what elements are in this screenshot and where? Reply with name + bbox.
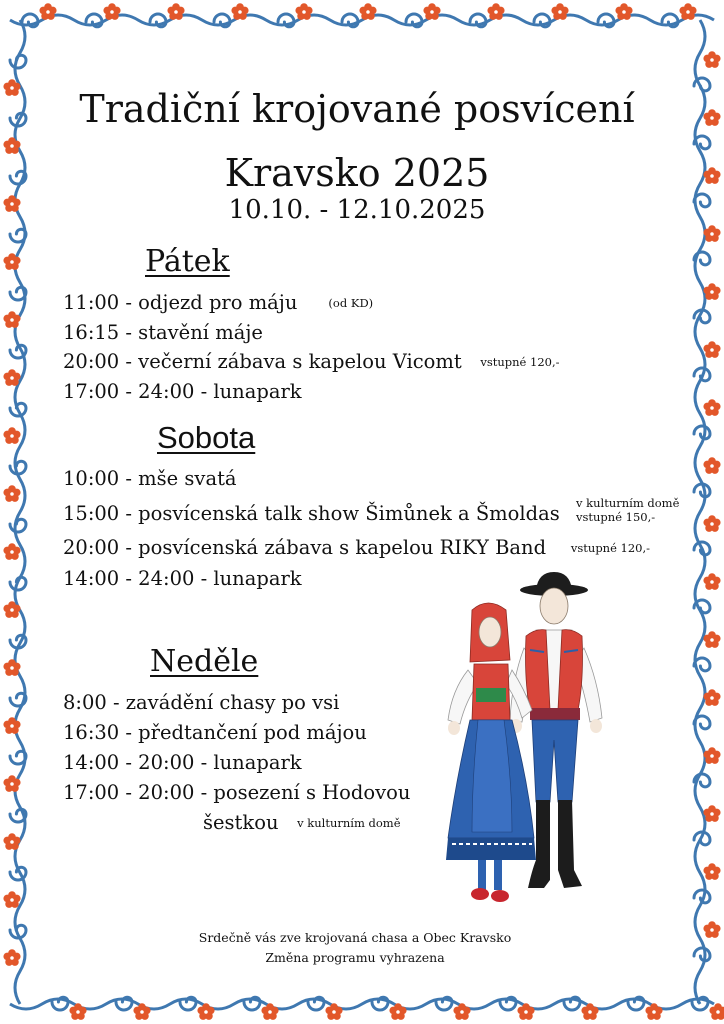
footer-invitation: Srdečně vás zve krojovaná chasa a Obec Kravsko <box>198 930 512 945</box>
price-note: vstupné 150,- <box>576 510 656 524</box>
day-heading-friday: Pátek <box>145 244 230 279</box>
schedule-item: 17:00 - 20:00 - posezení s Hodovou <box>63 781 411 804</box>
schedule-item: 10:00 - mše svatá <box>63 467 237 490</box>
day-heading-sunday: Neděle <box>150 644 259 679</box>
folk-costume-couple-illustration <box>432 570 642 922</box>
woman-figure <box>446 603 536 902</box>
venue-note: v kulturním domě <box>576 496 680 510</box>
schedule-item: 14:00 - 20:00 - lunapark <box>63 751 302 774</box>
schedule-item: 14:00 - 24:00 - lunapark <box>63 567 302 590</box>
page-title: Tradiční krojované posvícení <box>79 87 635 131</box>
schedule-item: 11:00 - odjezd pro máju (od KD) <box>63 291 374 314</box>
footer-disclaimer: Změna programu vyhrazena <box>265 950 445 965</box>
day-heading-saturday: Sobota <box>157 420 256 455</box>
schedule-item: 15:00 - posvícenská talk show Šimůnek a Šmoldas <box>63 502 560 525</box>
schedule-item: 16:30 - předtančení pod májou <box>63 721 367 744</box>
schedule-item: 8:00 - zavádění chasy po vsi <box>63 691 340 714</box>
schedule-item: 17:00 - 24:00 - lunapark <box>63 380 302 403</box>
schedule-item: 16:15 - stavění máje <box>63 321 263 344</box>
event-dates: 10.10. - 12.10.2025 <box>228 195 486 225</box>
schedule-item: 20:00 - večerní zábava s kapelou Vicomt vstupné 120,- <box>63 350 560 373</box>
schedule-item: šestkou v kulturním domě <box>203 811 401 834</box>
page-subtitle: Kravsko 2025 <box>224 151 490 195</box>
schedule-item: 20:00 - posvícenská zábava s kapelou RIKY Band vstupné 120,- <box>63 536 651 559</box>
